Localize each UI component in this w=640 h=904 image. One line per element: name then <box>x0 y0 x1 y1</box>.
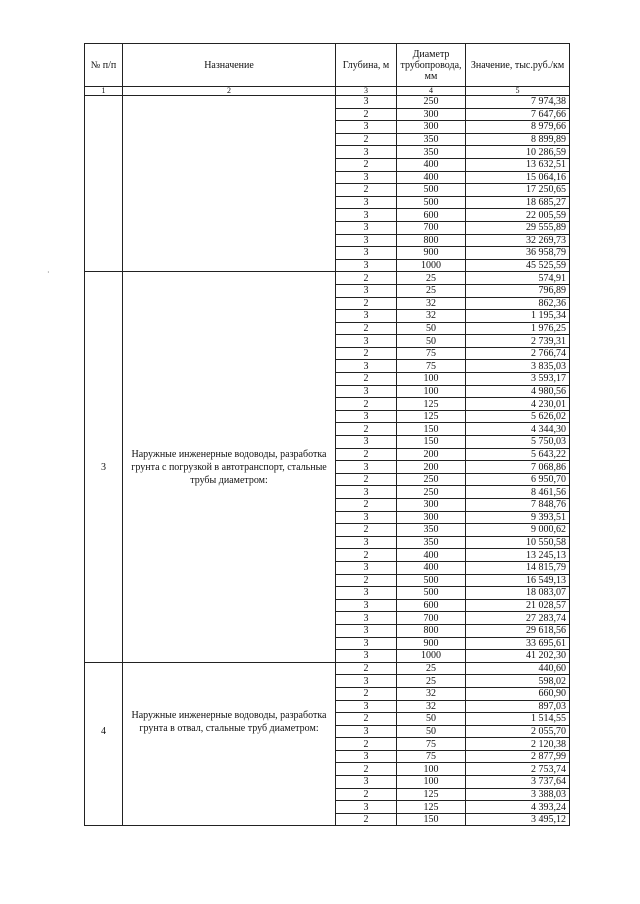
value-cell: 9 000,62 <box>466 524 570 537</box>
value-cell: 862,36 <box>466 297 570 310</box>
diameter-cell: 100 <box>397 373 466 386</box>
value-cell: 45 525,59 <box>466 259 570 272</box>
diameter-cell: 125 <box>397 788 466 801</box>
value-cell: 10 550,58 <box>466 536 570 549</box>
value-cell: 22 005,59 <box>466 209 570 222</box>
diameter-cell: 50 <box>397 322 466 335</box>
diameter-cell: 600 <box>397 209 466 222</box>
depth-cell: 3 <box>336 171 397 184</box>
depth-cell: 2 <box>336 687 397 700</box>
depth-cell: 2 <box>336 108 397 121</box>
depth-cell: 3 <box>336 247 397 260</box>
diameter-cell: 250 <box>397 473 466 486</box>
value-cell: 574,91 <box>466 272 570 285</box>
diameter-cell: 50 <box>397 335 466 348</box>
value-cell: 10 286,59 <box>466 146 570 159</box>
diameter-cell: 32 <box>397 297 466 310</box>
depth-cell: 2 <box>336 373 397 386</box>
diameter-cell: 700 <box>397 221 466 234</box>
column-number: 5 <box>466 87 570 96</box>
depth-cell: 3 <box>336 196 397 209</box>
value-cell: 5 626,02 <box>466 410 570 423</box>
depth-cell: 2 <box>336 574 397 587</box>
depth-cell: 2 <box>336 499 397 512</box>
value-cell: 7 974,38 <box>466 96 570 109</box>
diameter-cell: 700 <box>397 612 466 625</box>
diameter-cell: 125 <box>397 398 466 411</box>
value-cell: 3 593,17 <box>466 373 570 386</box>
diameter-cell: 900 <box>397 247 466 260</box>
diameter-cell: 200 <box>397 461 466 474</box>
diameter-cell: 500 <box>397 184 466 197</box>
value-cell: 2 753,74 <box>466 763 570 776</box>
column-number: 3 <box>336 87 397 96</box>
depth-cell: 3 <box>336 360 397 373</box>
table-row <box>85 272 570 285</box>
diameter-cell: 75 <box>397 750 466 763</box>
value-cell: 5 750,03 <box>466 436 570 449</box>
value-cell: 796,89 <box>466 284 570 297</box>
depth-cell: 3 <box>336 221 397 234</box>
depth-cell: 2 <box>336 423 397 436</box>
value-cell: 18 685,27 <box>466 196 570 209</box>
diameter-cell: 500 <box>397 574 466 587</box>
value-cell: 13 632,51 <box>466 158 570 171</box>
value-cell: 41 202,30 <box>466 650 570 663</box>
depth-cell: 3 <box>336 612 397 625</box>
diameter-cell: 50 <box>397 713 466 726</box>
column-number: 1 <box>85 87 123 96</box>
value-cell: 5 643,22 <box>466 448 570 461</box>
value-cell: 4 980,56 <box>466 385 570 398</box>
depth-cell: 2 <box>336 763 397 776</box>
depth-cell: 2 <box>336 549 397 562</box>
diameter-cell: 400 <box>397 561 466 574</box>
value-cell: 440,60 <box>466 662 570 675</box>
diameter-cell: 25 <box>397 662 466 675</box>
depth-cell: 3 <box>336 700 397 713</box>
diameter-cell: 1000 <box>397 650 466 663</box>
value-cell: 29 618,56 <box>466 624 570 637</box>
depth-cell: 3 <box>336 436 397 449</box>
diameter-cell: 350 <box>397 146 466 159</box>
depth-cell: 3 <box>336 121 397 134</box>
depth-cell: 2 <box>336 158 397 171</box>
depth-cell: 2 <box>336 713 397 726</box>
diameter-cell: 25 <box>397 272 466 285</box>
table-row <box>85 96 570 109</box>
depth-cell: 3 <box>336 801 397 814</box>
depth-cell: 3 <box>336 561 397 574</box>
value-cell: 13 245,13 <box>466 549 570 562</box>
depth-cell: 2 <box>336 297 397 310</box>
diameter-cell: 500 <box>397 196 466 209</box>
diameter-cell: 150 <box>397 436 466 449</box>
value-cell: 8 899,89 <box>466 133 570 146</box>
diameter-cell: 500 <box>397 587 466 600</box>
depth-cell: 3 <box>336 486 397 499</box>
depth-cell: 2 <box>336 524 397 537</box>
depth-cell: 2 <box>336 322 397 335</box>
header-num: № п/п <box>85 44 123 87</box>
depth-cell: 3 <box>336 511 397 524</box>
depth-cell: 3 <box>336 624 397 637</box>
diameter-cell: 200 <box>397 448 466 461</box>
diameter-cell: 350 <box>397 536 466 549</box>
depth-cell: 3 <box>336 385 397 398</box>
diameter-cell: 150 <box>397 813 466 826</box>
diameter-cell: 150 <box>397 423 466 436</box>
value-cell: 3 737,64 <box>466 776 570 789</box>
diameter-cell: 300 <box>397 121 466 134</box>
depth-cell: 2 <box>336 662 397 675</box>
depth-cell: 2 <box>336 398 397 411</box>
depth-cell: 3 <box>336 750 397 763</box>
depth-cell: 3 <box>336 675 397 688</box>
depth-cell: 3 <box>336 587 397 600</box>
value-cell: 27 283,74 <box>466 612 570 625</box>
diameter-cell: 125 <box>397 410 466 423</box>
pipeline-cost-table <box>84 43 570 826</box>
diameter-cell: 100 <box>397 776 466 789</box>
column-number: 2 <box>123 87 336 96</box>
section-purpose: Наружные инженерные водоводы, разработка грунта с погрузкой в автотранспорт, стальные трубы диаметром: <box>123 272 336 662</box>
diameter-cell: 25 <box>397 675 466 688</box>
depth-cell: 3 <box>336 284 397 297</box>
depth-cell: 2 <box>336 184 397 197</box>
value-cell: 1 514,55 <box>466 713 570 726</box>
table-row <box>85 662 570 675</box>
diameter-cell: 75 <box>397 347 466 360</box>
depth-cell: 2 <box>336 813 397 826</box>
depth-cell: 3 <box>336 725 397 738</box>
value-cell: 36 958,79 <box>466 247 570 260</box>
value-cell: 598,02 <box>466 675 570 688</box>
diameter-cell: 50 <box>397 725 466 738</box>
diameter-cell: 32 <box>397 700 466 713</box>
depth-cell: 3 <box>336 637 397 650</box>
header-value: Значение, тыс.руб./км <box>466 44 570 87</box>
value-cell: 897,03 <box>466 700 570 713</box>
depth-cell: 2 <box>336 272 397 285</box>
value-cell: 1 976,25 <box>466 322 570 335</box>
table-body <box>85 96 570 826</box>
diameter-cell: 400 <box>397 171 466 184</box>
value-cell: 4 393,24 <box>466 801 570 814</box>
depth-cell: 3 <box>336 599 397 612</box>
value-cell: 7 848,76 <box>466 499 570 512</box>
diameter-cell: 350 <box>397 524 466 537</box>
diameter-cell: 75 <box>397 360 466 373</box>
value-cell: 14 815,79 <box>466 561 570 574</box>
depth-cell: 3 <box>336 410 397 423</box>
diameter-cell: 800 <box>397 234 466 247</box>
value-cell: 8 979,66 <box>466 121 570 134</box>
header-diameter: Диаметр трубопровода, мм <box>397 44 466 87</box>
diameter-cell: 300 <box>397 499 466 512</box>
value-cell: 15 064,16 <box>466 171 570 184</box>
depth-cell: 3 <box>336 234 397 247</box>
value-cell: 6 950,70 <box>466 473 570 486</box>
value-cell: 33 695,61 <box>466 637 570 650</box>
section-number: 4 <box>85 662 123 826</box>
depth-cell: 2 <box>336 448 397 461</box>
value-cell: 8 461,56 <box>466 486 570 499</box>
value-cell: 7 068,86 <box>466 461 570 474</box>
header-row <box>85 44 570 87</box>
diameter-cell: 300 <box>397 511 466 524</box>
diameter-cell: 100 <box>397 385 466 398</box>
value-cell: 2 055,70 <box>466 725 570 738</box>
depth-cell: 3 <box>336 335 397 348</box>
value-cell: 29 555,89 <box>466 221 570 234</box>
value-cell: 3 835,03 <box>466 360 570 373</box>
diameter-cell: 800 <box>397 624 466 637</box>
diameter-cell: 300 <box>397 108 466 121</box>
header-purpose: Назначение <box>123 44 336 87</box>
value-cell: 32 269,73 <box>466 234 570 247</box>
diameter-cell: 25 <box>397 284 466 297</box>
diameter-cell: 250 <box>397 486 466 499</box>
depth-cell: 2 <box>336 133 397 146</box>
depth-cell: 2 <box>336 788 397 801</box>
depth-cell: 3 <box>336 776 397 789</box>
section-number <box>85 96 123 272</box>
header-depth: Глубина, м <box>336 44 397 87</box>
diameter-cell: 250 <box>397 96 466 109</box>
diameter-cell: 1000 <box>397 259 466 272</box>
value-cell: 2 766,74 <box>466 347 570 360</box>
diameter-cell: 400 <box>397 158 466 171</box>
value-cell: 4 230,01 <box>466 398 570 411</box>
section-number: 3 <box>85 272 123 662</box>
value-cell: 3 495,12 <box>466 813 570 826</box>
diameter-cell: 32 <box>397 687 466 700</box>
value-cell: 2 120,38 <box>466 738 570 751</box>
column-number-row <box>85 87 570 96</box>
value-cell: 3 388,03 <box>466 788 570 801</box>
value-cell: 21 028,57 <box>466 599 570 612</box>
value-cell: 2 877,99 <box>466 750 570 763</box>
depth-cell: 3 <box>336 146 397 159</box>
depth-cell: 3 <box>336 461 397 474</box>
depth-cell: 3 <box>336 310 397 323</box>
depth-cell: 3 <box>336 209 397 222</box>
value-cell: 2 739,31 <box>466 335 570 348</box>
diameter-cell: 600 <box>397 599 466 612</box>
diameter-cell: 900 <box>397 637 466 650</box>
diameter-cell: 100 <box>397 763 466 776</box>
value-cell: 4 344,30 <box>466 423 570 436</box>
depth-cell: 3 <box>336 536 397 549</box>
column-number: 4 <box>397 87 466 96</box>
diameter-cell: 400 <box>397 549 466 562</box>
margin-mark: · <box>47 268 50 277</box>
value-cell: 660,90 <box>466 687 570 700</box>
diameter-cell: 75 <box>397 738 466 751</box>
value-cell: 7 647,66 <box>466 108 570 121</box>
value-cell: 1 195,34 <box>466 310 570 323</box>
diameter-cell: 350 <box>397 133 466 146</box>
value-cell: 9 393,51 <box>466 511 570 524</box>
section-purpose <box>123 96 336 272</box>
depth-cell: 2 <box>336 347 397 360</box>
section-purpose: Наружные инженерные водоводы, разработка грунта в отвал, стальные труб диаметром: <box>123 662 336 826</box>
value-cell: 16 549,13 <box>466 574 570 587</box>
value-cell: 17 250,65 <box>466 184 570 197</box>
depth-cell: 3 <box>336 96 397 109</box>
depth-cell: 3 <box>336 650 397 663</box>
depth-cell: 2 <box>336 473 397 486</box>
depth-cell: 3 <box>336 259 397 272</box>
diameter-cell: 125 <box>397 801 466 814</box>
value-cell: 18 083,07 <box>466 587 570 600</box>
diameter-cell: 32 <box>397 310 466 323</box>
depth-cell: 2 <box>336 738 397 751</box>
